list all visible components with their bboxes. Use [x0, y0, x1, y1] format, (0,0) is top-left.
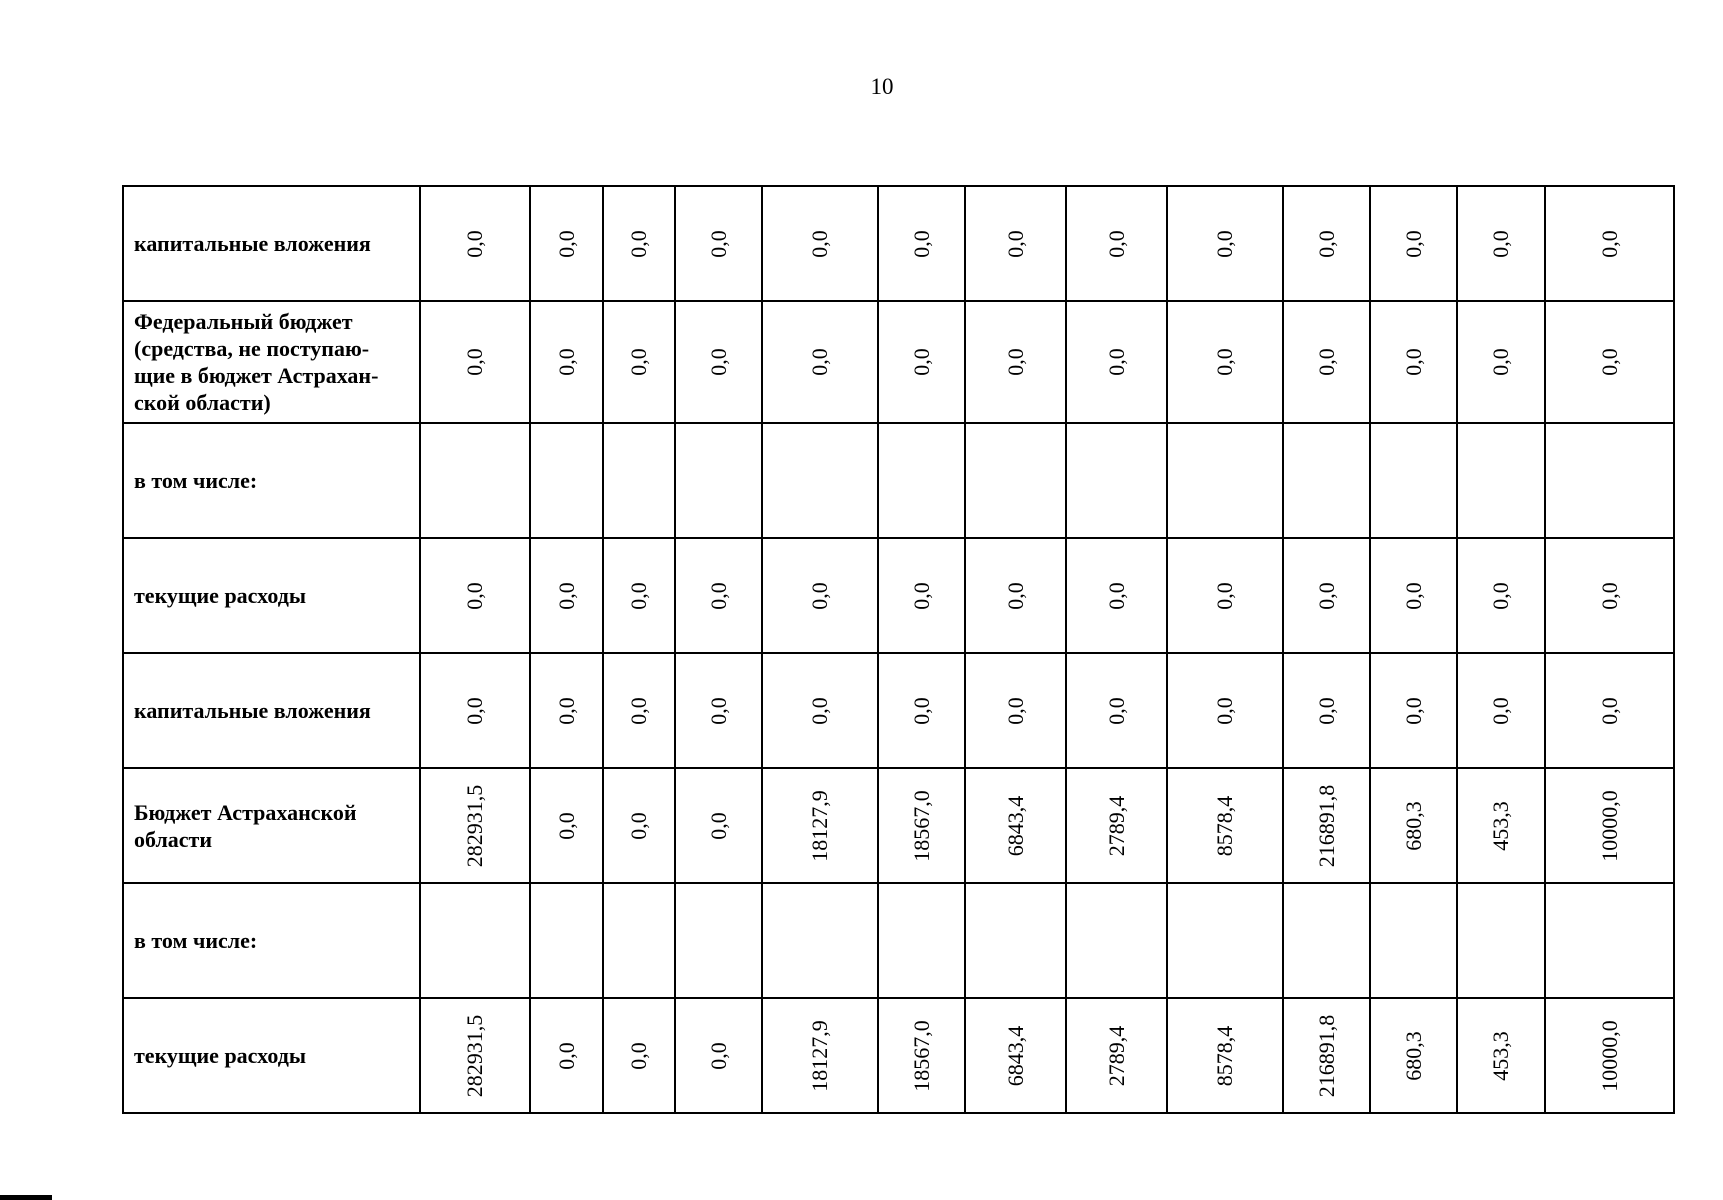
value-cell [1167, 883, 1283, 998]
value-cell [675, 768, 762, 883]
cell-value: 0,0 [462, 696, 487, 725]
value-cell [878, 538, 965, 653]
value-cell [1283, 186, 1370, 301]
cell-value: 0,0 [626, 229, 651, 258]
value-cell [1370, 301, 1457, 423]
value-cell [1167, 301, 1283, 423]
row-label-line: области [134, 826, 213, 852]
cell-value: 6843,4 [1002, 795, 1028, 856]
cell-value: 0,0 [705, 229, 731, 258]
value-cell [762, 768, 878, 883]
value-cell [1066, 883, 1167, 998]
value-cell [1370, 538, 1457, 653]
value-cell [1457, 768, 1545, 883]
value-cell [1545, 883, 1674, 998]
cell-value: 453,3 [1488, 1030, 1513, 1081]
table-row [123, 538, 1674, 653]
cell-value: 2789,4 [1103, 795, 1129, 856]
value-cell [603, 998, 675, 1113]
value-cell [1370, 998, 1457, 1113]
cell-value: 0,0 [1212, 348, 1237, 376]
cell-value: 0,0 [1400, 581, 1426, 610]
row-label [123, 301, 420, 423]
cell-value: 0,0 [553, 1041, 579, 1070]
cell-value: 0,0 [807, 229, 832, 258]
row-label: капитальные вложения [123, 186, 420, 301]
cell-value: 0,0 [1002, 229, 1028, 258]
value-cell [420, 768, 530, 883]
value-cell [965, 998, 1066, 1113]
row-label [123, 768, 420, 883]
cell-value: 453,3 [1488, 800, 1513, 851]
cell-value: 0,0 [908, 348, 934, 376]
value-cell [1167, 653, 1283, 768]
value-cell [762, 186, 878, 301]
value-cell [1545, 998, 1674, 1113]
table-row [123, 301, 1674, 423]
value-cell [878, 653, 965, 768]
value-cell [603, 186, 675, 301]
value-cell [878, 883, 965, 998]
value-cell [420, 998, 530, 1113]
value-cell [603, 423, 675, 538]
value-cell [675, 301, 762, 423]
value-cell [420, 883, 530, 998]
cell-value: 0,0 [705, 1041, 731, 1070]
cell-value: 0,0 [1002, 581, 1028, 610]
value-cell [965, 423, 1066, 538]
value-cell [1283, 423, 1370, 538]
cell-value: 0,0 [807, 581, 832, 610]
value-cell [965, 883, 1066, 998]
value-cell [1283, 301, 1370, 423]
value-cell [1370, 423, 1457, 538]
cell-value: 216891,8 [1313, 1014, 1339, 1097]
value-cell [878, 301, 965, 423]
cell-value: 0,0 [1400, 229, 1426, 258]
cell-value: 0,0 [1400, 696, 1426, 725]
value-cell [1457, 998, 1545, 1113]
row-label: текущие расходы [123, 538, 420, 653]
value-cell [1545, 653, 1674, 768]
value-cell [1066, 423, 1167, 538]
cell-value: 18567,0 [908, 1019, 934, 1092]
cell-value: 0,0 [1596, 229, 1622, 258]
cell-value: 0,0 [462, 229, 487, 258]
cell-value: 0,0 [908, 696, 934, 725]
value-cell [1457, 653, 1545, 768]
value-cell [1545, 301, 1674, 423]
value-cell [530, 538, 603, 653]
value-cell [603, 538, 675, 653]
cell-value: 0,0 [1313, 348, 1339, 376]
value-cell [675, 653, 762, 768]
cell-value: 0,0 [553, 581, 579, 610]
cell-value: 282931,5 [462, 784, 487, 867]
value-cell [878, 768, 965, 883]
value-cell [530, 998, 603, 1113]
value-cell [675, 186, 762, 301]
page-number: 10 [870, 74, 894, 99]
value-cell [603, 301, 675, 423]
cell-value: 0,0 [1313, 229, 1339, 258]
cell-value: 0,0 [807, 348, 832, 376]
value-cell [1283, 653, 1370, 768]
value-cell [530, 883, 603, 998]
value-cell [1167, 768, 1283, 883]
cell-value: 0,0 [626, 1041, 651, 1070]
row-label: в том числе: [123, 883, 420, 998]
value-cell [420, 186, 530, 301]
table-row [123, 423, 1674, 538]
cell-value: 0,0 [553, 811, 579, 840]
cell-value: 8578,4 [1212, 795, 1237, 856]
value-cell [1545, 186, 1674, 301]
row-label-line: Федеральный бюджет [134, 309, 353, 334]
cell-value: 10000,0 [1596, 789, 1622, 862]
cell-value: 0,0 [1103, 581, 1129, 610]
value-cell [420, 538, 530, 653]
value-cell [965, 538, 1066, 653]
cell-value: 18127,9 [807, 789, 832, 862]
value-cell [1283, 883, 1370, 998]
row-label: текущие расходы [123, 998, 420, 1113]
value-cell [1283, 998, 1370, 1113]
table-row [123, 653, 1674, 768]
cell-value: 10000,0 [1596, 1019, 1622, 1092]
table-row [123, 998, 1674, 1113]
value-cell [530, 301, 603, 423]
value-cell [1370, 653, 1457, 768]
cell-value: 680,3 [1400, 800, 1426, 851]
cell-value: 0,0 [1488, 348, 1513, 376]
cell-value: 0,0 [462, 348, 487, 376]
cell-value: 0,0 [1103, 696, 1129, 725]
value-cell [965, 768, 1066, 883]
value-cell [762, 301, 878, 423]
value-cell [762, 998, 878, 1113]
cell-value: 0,0 [1596, 581, 1622, 610]
value-cell [603, 883, 675, 998]
cell-value: 0,0 [705, 348, 731, 376]
budget-table [122, 185, 1675, 1114]
cell-value: 18567,0 [908, 789, 934, 862]
value-cell [1457, 186, 1545, 301]
value-cell [965, 301, 1066, 423]
cell-value: 0,0 [626, 696, 651, 725]
cell-value: 0,0 [1103, 229, 1129, 258]
cell-value: 0,0 [1103, 348, 1129, 376]
value-cell [530, 186, 603, 301]
value-cell [762, 883, 878, 998]
value-cell [1066, 538, 1167, 653]
value-cell [1545, 538, 1674, 653]
cell-value: 2789,4 [1103, 1025, 1129, 1086]
cell-value: 680,3 [1400, 1030, 1426, 1081]
cell-value: 0,0 [1002, 348, 1028, 376]
value-cell [603, 768, 675, 883]
cell-value: 0,0 [1400, 348, 1426, 376]
cell-value: 0,0 [1212, 581, 1237, 610]
cell-value: 0,0 [626, 811, 651, 840]
value-cell [1066, 768, 1167, 883]
value-cell [1457, 301, 1545, 423]
cell-value: 0,0 [626, 348, 651, 376]
value-cell [1066, 301, 1167, 423]
value-cell [965, 186, 1066, 301]
value-cell [1370, 768, 1457, 883]
value-cell [530, 423, 603, 538]
cell-value: 0,0 [1313, 581, 1339, 610]
value-cell [762, 423, 878, 538]
value-cell [1167, 538, 1283, 653]
cell-value: 6843,4 [1002, 1025, 1028, 1086]
cell-value: 0,0 [705, 811, 731, 840]
value-cell [1167, 186, 1283, 301]
value-cell [675, 423, 762, 538]
cell-value: 0,0 [1488, 229, 1513, 258]
cell-value: 0,0 [1212, 229, 1237, 258]
row-label: в том числе: [123, 423, 420, 538]
cell-value: 0,0 [1596, 348, 1622, 376]
value-cell [1545, 423, 1674, 538]
value-cell [878, 186, 965, 301]
row-label: капитальные вложения [123, 653, 420, 768]
value-cell [1167, 423, 1283, 538]
value-cell [530, 653, 603, 768]
value-cell [1283, 768, 1370, 883]
cell-value: 0,0 [626, 581, 651, 610]
value-cell [1167, 998, 1283, 1113]
value-cell [675, 538, 762, 653]
value-cell [530, 768, 603, 883]
cell-value: 0,0 [705, 696, 731, 725]
cell-value: 0,0 [1212, 696, 1237, 725]
table-row [123, 186, 1674, 301]
cell-value: 0,0 [908, 581, 934, 610]
cell-value: 0,0 [1313, 696, 1339, 725]
scan-edge-mark [0, 1195, 52, 1200]
row-label-line: ской области) [134, 390, 271, 415]
cell-value: 0,0 [1596, 696, 1622, 725]
cell-value: 0,0 [705, 581, 731, 610]
cell-value: 0,0 [553, 229, 579, 258]
value-cell [1370, 883, 1457, 998]
value-cell [1457, 538, 1545, 653]
value-cell [675, 883, 762, 998]
cell-value: 0,0 [908, 229, 934, 258]
cell-value: 0,0 [553, 348, 579, 376]
value-cell [603, 653, 675, 768]
cell-value: 0,0 [1488, 696, 1513, 725]
cell-value: 0,0 [807, 696, 832, 725]
row-label-line: щие в бюджет Астрахан- [134, 363, 379, 388]
cell-value: 0,0 [1488, 581, 1513, 610]
value-cell [420, 423, 530, 538]
table-row [123, 883, 1674, 998]
cell-value: 0,0 [462, 581, 487, 610]
value-cell [1457, 423, 1545, 538]
value-cell [762, 538, 878, 653]
value-cell [1283, 538, 1370, 653]
value-cell [1066, 186, 1167, 301]
value-cell [878, 423, 965, 538]
table-row [123, 768, 1674, 883]
value-cell [1545, 768, 1674, 883]
value-cell [1066, 653, 1167, 768]
table-body [123, 186, 1674, 1113]
value-cell [1370, 186, 1457, 301]
cell-value: 282931,5 [462, 1014, 487, 1097]
cell-value: 18127,9 [807, 1019, 832, 1092]
value-cell [965, 653, 1066, 768]
row-label-line: Бюджет Астраханской [134, 799, 357, 825]
cell-value: 0,0 [553, 696, 579, 725]
cell-value: 216891,8 [1313, 784, 1339, 867]
value-cell [1066, 998, 1167, 1113]
row-label-line: (средства, не поступаю- [134, 336, 370, 361]
value-cell [878, 998, 965, 1113]
cell-value: 0,0 [1002, 696, 1028, 725]
value-cell [675, 998, 762, 1113]
value-cell [420, 653, 530, 768]
value-cell [1457, 883, 1545, 998]
value-cell [762, 653, 878, 768]
value-cell [420, 301, 530, 423]
cell-value: 8578,4 [1212, 1025, 1237, 1086]
